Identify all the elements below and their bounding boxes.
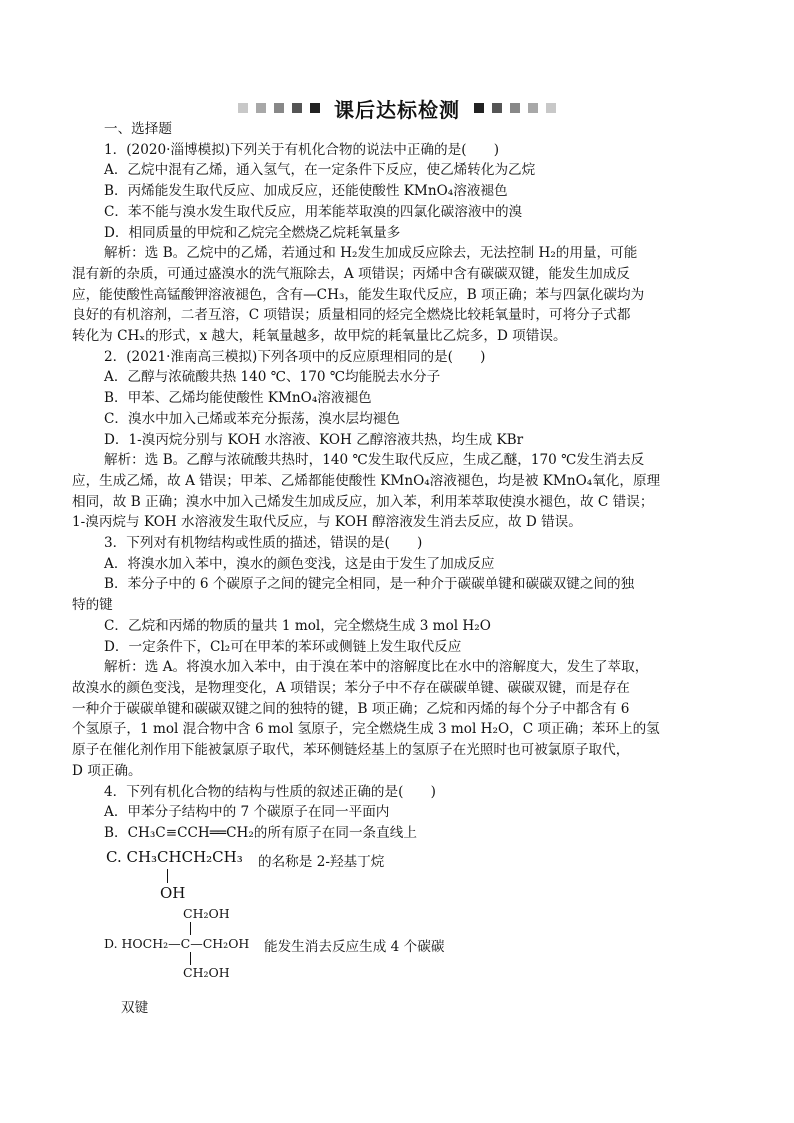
- question-4-option-d-formula: D. HOCH₂—C—CH₂OH: [104, 936, 250, 951]
- question-4-option-d-text: 能发生消去反应生成 4 个碳碳: [264, 939, 445, 955]
- question-4-option-b: B．CH₃C≡CCH══CH₂的所有原子在同一条直线上: [104, 824, 417, 841]
- question-1-analysis-line: 混有新的杂质，可通过盛溴水的洗气瓶除去，A 项错误；丙烯中含有碳碳双键，能发生加成反: [72, 265, 630, 282]
- question-3-option-a: A．将溴水加入苯中，溴水的颜色变浅，这是由于发生了加成反应: [104, 555, 495, 572]
- question-2-option-c: C．溴水中加入己烯或苯充分振荡，溴水层均褪色: [104, 410, 400, 427]
- question-3-analysis-line: D 项正确。: [72, 762, 142, 779]
- question-4-option-d-top-group: CH₂OH: [183, 906, 230, 921]
- decor-square: [546, 103, 556, 113]
- question-4-option-c-text: 的名称是 2-羟基丁烷: [258, 854, 385, 870]
- bond-line: [190, 952, 191, 965]
- question-2-stem: 2．(2021·淮南高三模拟)下列各项中的反应原理相同的是( ): [104, 348, 486, 365]
- question-3-analysis-line: 个氢原子，1 mol 混合物中含 6 mol 氢原子，完全燃烧生成 3 mol H₂O，C 项正确；苯环上的氢: [72, 721, 660, 738]
- question-3-analysis-line: 一种介于碳碳单键和碳碳双键之间的独特的键，B 项正确；乙烷和丙烯的每个分子中都含有 6: [72, 700, 630, 717]
- question-4-option-d-tail: 双键: [121, 1000, 149, 1016]
- question-2-analysis-line: 解析：选 B。乙醇与浓硫酸共热时，140 ℃发生取代反应，生成乙醚，170 ℃发生消去反: [104, 452, 645, 469]
- decor-square: [510, 103, 520, 113]
- question-1-option-b: B．丙烯能发生取代反应、加成反应，还能使酸性 KMnO₄溶液褪色: [104, 183, 508, 200]
- question-1-option-a: A．乙烷中混有乙烯，通入氢气，在一定条件下反应，使乙烯转化为乙烷: [104, 162, 536, 179]
- question-1-analysis-line: 解析：选 B。乙烷中的乙烯，若通过和 H₂发生加成反应除去，无法控制 H₂的用量，可能: [104, 245, 638, 262]
- question-3-option-b: B．苯分子中的 6 个碳原子之间的键完全相同，是一种介于碳碳单键和碳碳双键之间的独: [104, 576, 635, 593]
- question-4-stem: 4．下列有机化合物的结构与性质的叙述正确的是( ): [104, 783, 436, 800]
- question-1-analysis-line: 良好的有机溶剂，二者互溶，C 项错误；质量相同的烃完全燃烧比较耗氧量时，可将分子式都: [72, 307, 631, 324]
- bond-line: [190, 922, 191, 935]
- decor-square: [310, 103, 320, 113]
- question-1-analysis-line: 应，能使酸性高锰酸钾溶液褪色，含有—CH₃，能发生取代反应，B 项正确；苯与四氯化碳均为: [72, 286, 645, 303]
- question-3-stem: 3．下列对有机物结构或性质的描述，错误的是( ): [104, 535, 423, 552]
- decor-square: [474, 103, 484, 113]
- question-2-option-a: A．乙醇与浓硫酸共热 140 ℃、170 ℃均能脱去水分子: [104, 369, 441, 386]
- question-3-option-d: D．一定条件下，Cl₂可在甲苯的苯环或侧链上发生取代反应: [104, 638, 462, 655]
- question-4-option-c-formula: C. CH₃CHCH₂CH₃: [106, 848, 243, 866]
- decor-square: [292, 103, 302, 113]
- section-heading: 一、选择题: [104, 121, 172, 137]
- question-4-option-d-bottom-group: CH₂OH: [183, 965, 230, 980]
- decor-square: [274, 103, 284, 113]
- question-4-option-a: A．甲苯分子结构中的 7 个碳原子在同一平面内: [104, 804, 390, 821]
- decor-square: [238, 103, 248, 113]
- question-1-analysis-line: 转化为 CHₓ的形式，x 越大，耗氧量越多，故甲烷的耗氧量比乙烷多，D 项错误。: [72, 328, 567, 345]
- question-2-analysis-line: 1-溴丙烷与 KOH 水溶液发生取代反应，与 KOH 醇溶液发生消去反应，故 D 错误。: [72, 514, 582, 531]
- question-2-analysis-line: 相同，故 B 正确；溴水中加入己烯发生加成反应，加入苯，利用苯萃取使溴水褪色，故 C 错误；: [72, 493, 654, 510]
- decor-square: [528, 103, 538, 113]
- question-1-option-c: C．苯不能与溴水发生取代反应，用苯能萃取溴的四氯化碳溶液中的溴: [104, 203, 523, 220]
- question-3-analysis-line: 解析：选 A。将溴水加入苯中，由于溴在苯中的溶解度比在水中的溶解度大，发生了萃取，: [104, 659, 649, 676]
- question-2-option-d: D．1-溴丙烷分别与 KOH 水溶液、KOH 乙醇溶液共热，均生成 KBr: [104, 431, 524, 448]
- decor-square: [492, 103, 502, 113]
- question-1-stem: 1．(2020·淄博模拟)下列关于有机化合物的说法中正确的是( ): [104, 141, 500, 158]
- question-3-option-b-continued: 特的键: [72, 597, 113, 614]
- question-3-analysis-line: 故溴水的颜色变浅，是物理变化，A 项错误；苯分子中不存在碳碳单键、碳碳双键，而是存在: [72, 679, 630, 696]
- decor-square: [256, 103, 266, 113]
- bond-line: [167, 869, 168, 883]
- question-4-option-c-hydroxyl: OH: [160, 884, 186, 902]
- page-title: 课后达标检测: [334, 97, 460, 122]
- page-header: [0, 94, 794, 122]
- question-3-option-c: C．乙烷和丙烯的物质的量共 1 mol，完全燃烧生成 3 mol H₂O: [104, 617, 491, 634]
- question-2-analysis-line: 应，生成乙烯，故 A 错误；甲苯、乙烯都能使酸性 KMnO₄溶液褪色，均是被 KMnO₄氧化，原理: [72, 472, 661, 489]
- question-1-option-d: D．相同质量的甲烷和乙烷完全燃烧乙烷耗氧量多: [104, 224, 401, 241]
- question-2-option-b: B．甲苯、乙烯均能使酸性 KMnO₄溶液褪色: [104, 390, 372, 407]
- document-body: [72, 119, 724, 844]
- question-3-analysis-line: 原子在催化剂作用下能被氯原子取代，苯环侧链烃基上的氢原子在光照时也可被氯原子取代，: [72, 742, 630, 759]
